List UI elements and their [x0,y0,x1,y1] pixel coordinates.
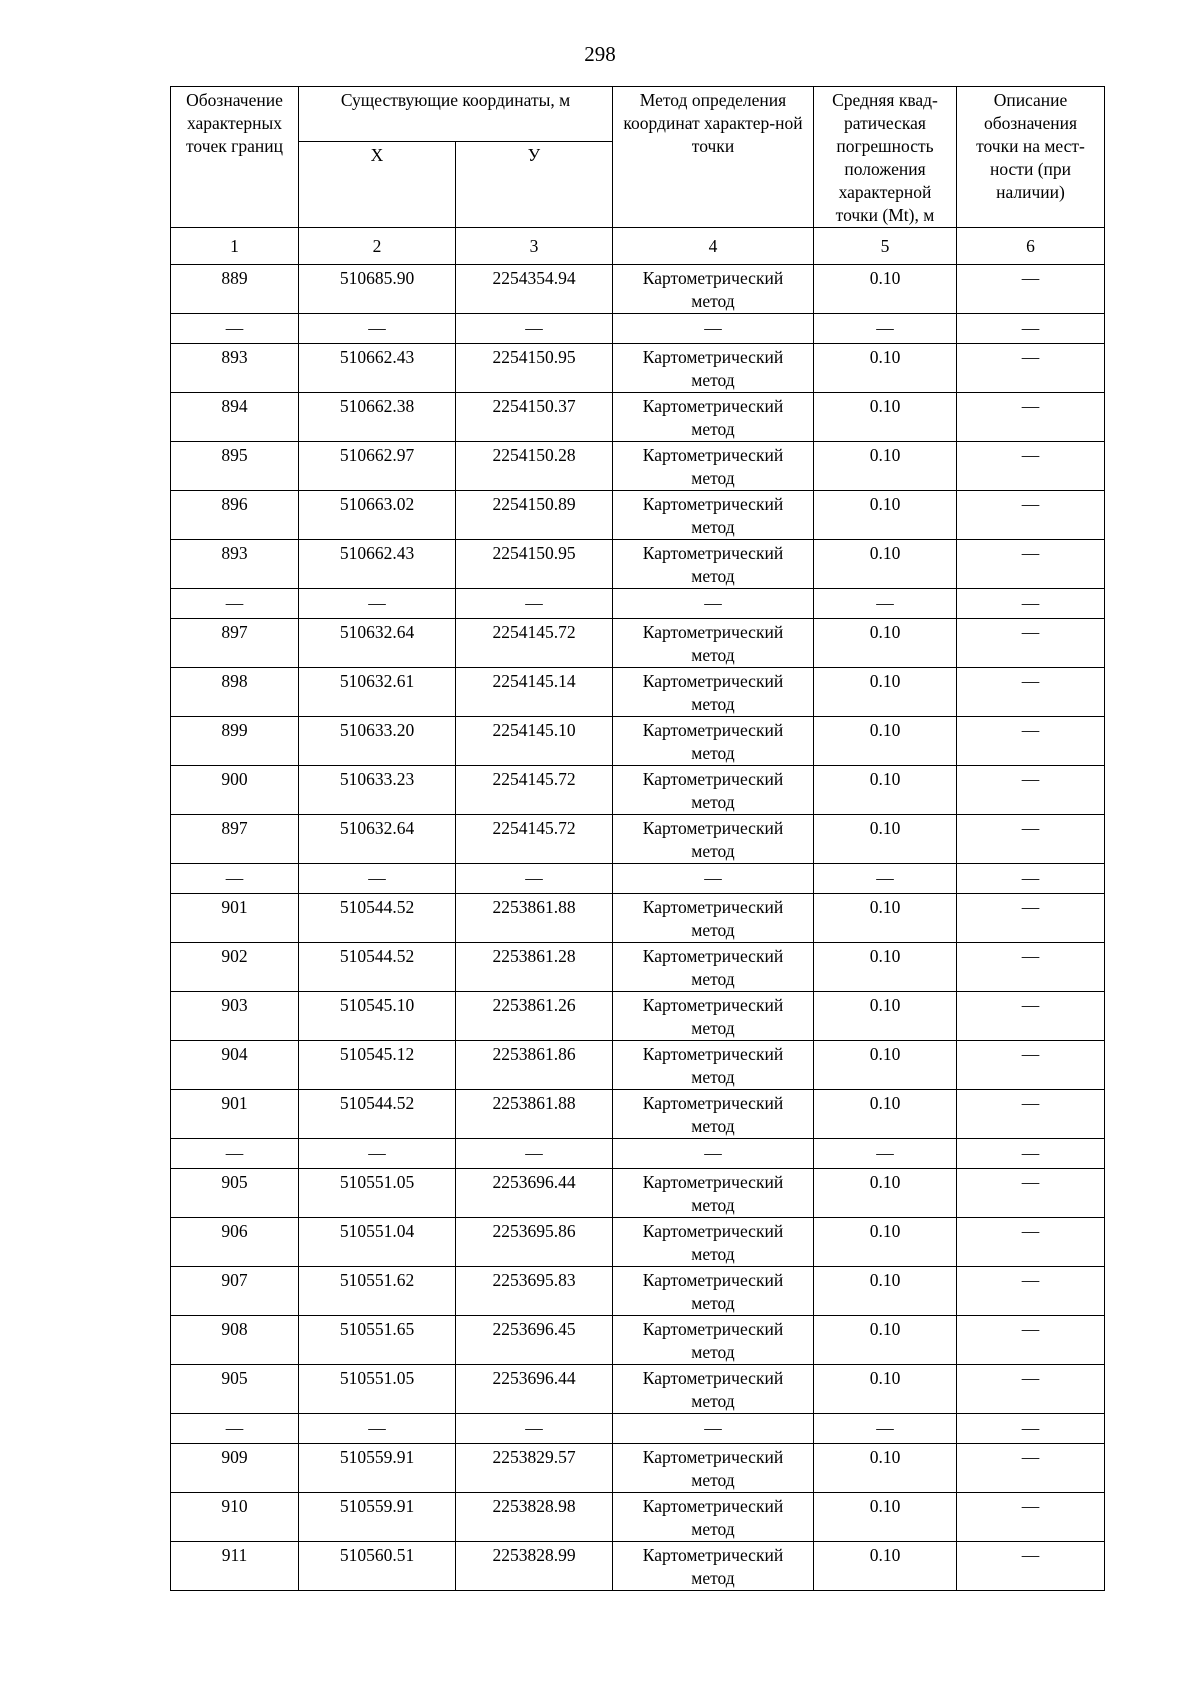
point-id: 905 [171,1365,299,1414]
method-line-2: метод [691,517,735,537]
table-row [171,540,1105,589]
page-number: 298 [584,42,616,66]
coord-y: 2253696.44 [456,1365,613,1414]
dash-cell: — [299,1139,456,1169]
method-cell [613,1542,814,1591]
method-line-1: Картометрический [642,1368,784,1388]
mean-square-error: 0.10 [814,717,957,766]
coord-x: 510544.52 [299,894,456,943]
table-row [171,344,1105,393]
coord-x: 510551.62 [299,1267,456,1316]
coord-x: 510544.52 [299,943,456,992]
method-line-2: метод [691,1568,735,1588]
point-id: 907 [171,1267,299,1316]
table-row [171,265,1105,314]
column-number: 6 [957,228,1105,265]
method-line-1: Картометрический [642,1447,784,1467]
method-line-2: метод [691,1293,735,1313]
point-id: 897 [171,815,299,864]
mean-square-error: 0.10 [814,1218,957,1267]
method-line-2: метод [691,645,735,665]
dash-cell: — [613,864,814,894]
mean-square-error: 0.10 [814,491,957,540]
mean-square-error: 0.10 [814,894,957,943]
method-line-1: Картометрический [642,1270,784,1290]
mean-square-error: 0.10 [814,1542,957,1591]
dash-cell: — [299,1414,456,1444]
point-description: — [957,1041,1105,1090]
point-id: 900 [171,766,299,815]
method-cell [613,992,814,1041]
mean-square-error: 0.10 [814,992,957,1041]
mean-square-error: 0.10 [814,815,957,864]
coord-y: 2254354.94 [456,265,613,314]
mean-square-error: 0.10 [814,344,957,393]
method-cell [613,1218,814,1267]
table-row [171,393,1105,442]
column-number: 2 [299,228,456,265]
point-id: 889 [171,265,299,314]
coord-x: 510632.64 [299,619,456,668]
boundary-points-table [170,86,1105,1591]
coord-x: 510662.38 [299,393,456,442]
mean-square-error: 0.10 [814,619,957,668]
method-line-1: Картометрический [642,1172,784,1192]
point-id: 901 [171,1090,299,1139]
coord-x: 510633.20 [299,717,456,766]
coord-y: 2254145.72 [456,619,613,668]
point-id: 908 [171,1316,299,1365]
coord-x: 510685.90 [299,265,456,314]
point-description: — [957,1316,1105,1365]
header-row [171,87,1105,142]
method-cell [613,1090,814,1139]
point-id: 898 [171,668,299,717]
table-row [171,1090,1105,1139]
point-description: — [957,894,1105,943]
dash-cell: — [814,589,957,619]
method-line-2: метод [691,1067,735,1087]
method-line-2: метод [691,1519,735,1539]
column-number: 3 [456,228,613,265]
table-row [171,1218,1105,1267]
coord-y: 2254145.72 [456,815,613,864]
coord-y: 2253828.98 [456,1493,613,1542]
point-description: — [957,1267,1105,1316]
mean-square-error: 0.10 [814,1090,957,1139]
table-row [171,1493,1105,1542]
coord-y: 2253696.44 [456,1169,613,1218]
mean-square-error: 0.10 [814,1444,957,1493]
table-row [171,668,1105,717]
method-cell [613,894,814,943]
table-row [171,1316,1105,1365]
separator-row [171,1414,1105,1444]
coord-x: 510559.91 [299,1444,456,1493]
point-id: 911 [171,1542,299,1591]
coord-x: 510551.04 [299,1218,456,1267]
method-cell [613,1169,814,1218]
method-line-1: Картометрический [642,347,784,367]
method-cell [613,717,814,766]
method-line-1: Картометрический [642,897,784,917]
coord-y: 2253861.88 [456,1090,613,1139]
coord-y: 2253861.28 [456,943,613,992]
coord-y: 2253696.45 [456,1316,613,1365]
dash-cell: — [957,314,1105,344]
point-description: — [957,1493,1105,1542]
column-number: 4 [613,228,814,265]
method-line-2: метод [691,841,735,861]
table-row [171,1041,1105,1090]
method-cell [613,393,814,442]
coord-y: 2253695.83 [456,1267,613,1316]
point-description: — [957,1090,1105,1139]
mean-square-error: 0.10 [814,1041,957,1090]
mean-square-error: 0.10 [814,1169,957,1218]
method-cell [613,766,814,815]
coord-y: 2254150.37 [456,393,613,442]
coord-y: 2253695.86 [456,1218,613,1267]
method-line-2: метод [691,1116,735,1136]
point-description: — [957,619,1105,668]
mean-square-error: 0.10 [814,1267,957,1316]
method-line-2: метод [691,792,735,812]
coord-y: 2254145.10 [456,717,613,766]
method-cell [613,668,814,717]
table-row [171,442,1105,491]
dash-cell: — [171,864,299,894]
dash-cell: — [957,1414,1105,1444]
method-line-1: Картометрический [642,494,784,514]
coord-y: 2254145.14 [456,668,613,717]
method-line-2: метод [691,743,735,763]
dash-cell: — [456,1414,613,1444]
dash-cell: — [957,1139,1105,1169]
mean-square-error: 0.10 [814,1493,957,1542]
coord-x: 510662.43 [299,540,456,589]
header-description: Описание обозначения точки на мест-ности (при наличии) [957,87,1105,228]
method-line-1: Картометрический [642,995,784,1015]
method-line-1: Картометрический [642,1221,784,1241]
mean-square-error: 0.10 [814,766,957,815]
table-row [171,766,1105,815]
dash-cell: — [814,864,957,894]
dash-cell: — [171,1414,299,1444]
method-line-2: метод [691,291,735,311]
point-description: — [957,717,1105,766]
method-cell [613,815,814,864]
method-line-2: метод [691,969,735,989]
coord-y: 2254150.95 [456,344,613,393]
point-description: — [957,442,1105,491]
method-line-1: Картометрический [642,818,784,838]
mean-square-error: 0.10 [814,1316,957,1365]
point-description: — [957,1542,1105,1591]
header-error: Средняя квад-ратическая погрешность положения характерной точки (Mt), м [814,87,957,228]
coord-x: 510633.23 [299,766,456,815]
point-description: — [957,344,1105,393]
method-line-2: метод [691,370,735,390]
coord-y: 2254150.89 [456,491,613,540]
dash-cell: — [957,589,1105,619]
method-line-1: Картометрический [642,1044,784,1064]
mean-square-error: 0.10 [814,1365,957,1414]
method-line-1: Картометрический [642,946,784,966]
method-line-2: метод [691,1018,735,1038]
coord-y: 2254150.95 [456,540,613,589]
coord-x: 510551.05 [299,1365,456,1414]
dash-cell: — [456,589,613,619]
method-line-2: метод [691,920,735,940]
dash-cell: — [613,589,814,619]
point-description: — [957,1169,1105,1218]
method-line-1: Картометрический [642,445,784,465]
dash-cell: — [456,314,613,344]
method-line-2: метод [691,694,735,714]
coord-y: 2253861.86 [456,1041,613,1090]
method-line-1: Картометрический [642,1545,784,1565]
point-description: — [957,265,1105,314]
method-cell [613,1041,814,1090]
mean-square-error: 0.10 [814,265,957,314]
coord-x: 510545.12 [299,1041,456,1090]
table-row [171,894,1105,943]
point-id: 893 [171,540,299,589]
coord-x: 510632.61 [299,668,456,717]
method-cell [613,344,814,393]
point-description: — [957,815,1105,864]
point-id: 894 [171,393,299,442]
header-designation: Обозначение характерных точек границ [171,87,299,228]
point-description: — [957,540,1105,589]
coord-x: 510559.91 [299,1493,456,1542]
point-id: 903 [171,992,299,1041]
method-line-2: метод [691,1391,735,1411]
point-description: — [957,766,1105,815]
coord-x: 510544.52 [299,1090,456,1139]
method-line-1: Картометрический [642,396,784,416]
method-cell [613,1267,814,1316]
separator-row [171,589,1105,619]
table-row [171,992,1105,1041]
dash-cell: — [814,1139,957,1169]
column-number-row [171,228,1105,265]
coord-x: 510663.02 [299,491,456,540]
point-id: 899 [171,717,299,766]
dash-cell: — [456,864,613,894]
coord-x: 510551.05 [299,1169,456,1218]
point-description: — [957,393,1105,442]
method-cell [613,491,814,540]
point-id: 909 [171,1444,299,1493]
point-id: 895 [171,442,299,491]
table-row [171,619,1105,668]
method-line-2: метод [691,1244,735,1264]
mean-square-error: 0.10 [814,668,957,717]
method-line-1: Картометрический [642,671,784,691]
method-line-2: метод [691,1470,735,1490]
coord-x: 510545.10 [299,992,456,1041]
point-id: 910 [171,1493,299,1542]
point-id: 904 [171,1041,299,1090]
coord-x: 510662.43 [299,344,456,393]
mean-square-error: 0.10 [814,943,957,992]
method-cell [613,442,814,491]
dash-cell: — [171,314,299,344]
coord-y: 2254145.72 [456,766,613,815]
dash-cell: — [171,1139,299,1169]
method-line-2: метод [691,468,735,488]
point-description: — [957,1444,1105,1493]
coord-y: 2254150.28 [456,442,613,491]
method-line-2: метод [691,1195,735,1215]
method-line-1: Картометрический [642,1093,784,1113]
coord-x: 510551.65 [299,1316,456,1365]
column-number: 1 [171,228,299,265]
dash-cell: — [299,864,456,894]
method-cell [613,1493,814,1542]
coord-y: 2253829.57 [456,1444,613,1493]
column-number: 5 [814,228,957,265]
point-id: 906 [171,1218,299,1267]
coord-x: 510560.51 [299,1542,456,1591]
mean-square-error: 0.10 [814,540,957,589]
method-cell [613,1316,814,1365]
mean-square-error: 0.10 [814,393,957,442]
point-description: — [957,491,1105,540]
dash-cell: — [957,864,1105,894]
method-line-1: Картометрический [642,268,784,288]
point-id: 893 [171,344,299,393]
dash-cell: — [814,314,957,344]
method-cell [613,265,814,314]
table-row [171,1267,1105,1316]
coord-y: 2253828.99 [456,1542,613,1591]
coord-x: 510632.64 [299,815,456,864]
method-cell [613,540,814,589]
coord-x: 510662.97 [299,442,456,491]
method-cell [613,619,814,668]
dash-cell: — [613,1139,814,1169]
point-description: — [957,1218,1105,1267]
coord-y: 2253861.88 [456,894,613,943]
table-row [171,1169,1105,1218]
dash-cell: — [814,1414,957,1444]
coord-y: 2253861.26 [456,992,613,1041]
table-row [171,943,1105,992]
header-y: У [456,142,613,228]
table-row [171,1444,1105,1493]
point-id: 902 [171,943,299,992]
method-cell [613,1444,814,1493]
table-row [171,1365,1105,1414]
dash-cell: — [299,314,456,344]
dash-cell: — [456,1139,613,1169]
dash-cell: — [613,314,814,344]
point-id: 896 [171,491,299,540]
method-cell [613,943,814,992]
separator-row [171,1139,1105,1169]
method-line-2: метод [691,419,735,439]
header-method: Метод определения координат характер-ной точки [613,87,814,228]
dash-cell: — [613,1414,814,1444]
method-line-2: метод [691,1342,735,1362]
table-row [171,815,1105,864]
dash-cell: — [171,589,299,619]
point-description: — [957,668,1105,717]
point-id: 897 [171,619,299,668]
method-line-2: метод [691,566,735,586]
method-line-1: Картометрический [642,1496,784,1516]
header-x: X [299,142,456,228]
dash-cell: — [299,589,456,619]
point-description: — [957,1365,1105,1414]
method-line-1: Картометрический [642,1319,784,1339]
method-line-1: Картометрический [642,543,784,563]
method-line-1: Картометрический [642,769,784,789]
point-description: — [957,992,1105,1041]
method-cell [613,1365,814,1414]
table-row [171,717,1105,766]
method-line-1: Картометрический [642,622,784,642]
table-row [171,491,1105,540]
method-line-1: Картометрический [642,720,784,740]
separator-row [171,864,1105,894]
point-description: — [957,943,1105,992]
point-id: 905 [171,1169,299,1218]
mean-square-error: 0.10 [814,442,957,491]
point-id: 901 [171,894,299,943]
header-existing-coords: Существующие координаты, м [299,87,613,142]
table-row [171,1542,1105,1591]
separator-row [171,314,1105,344]
